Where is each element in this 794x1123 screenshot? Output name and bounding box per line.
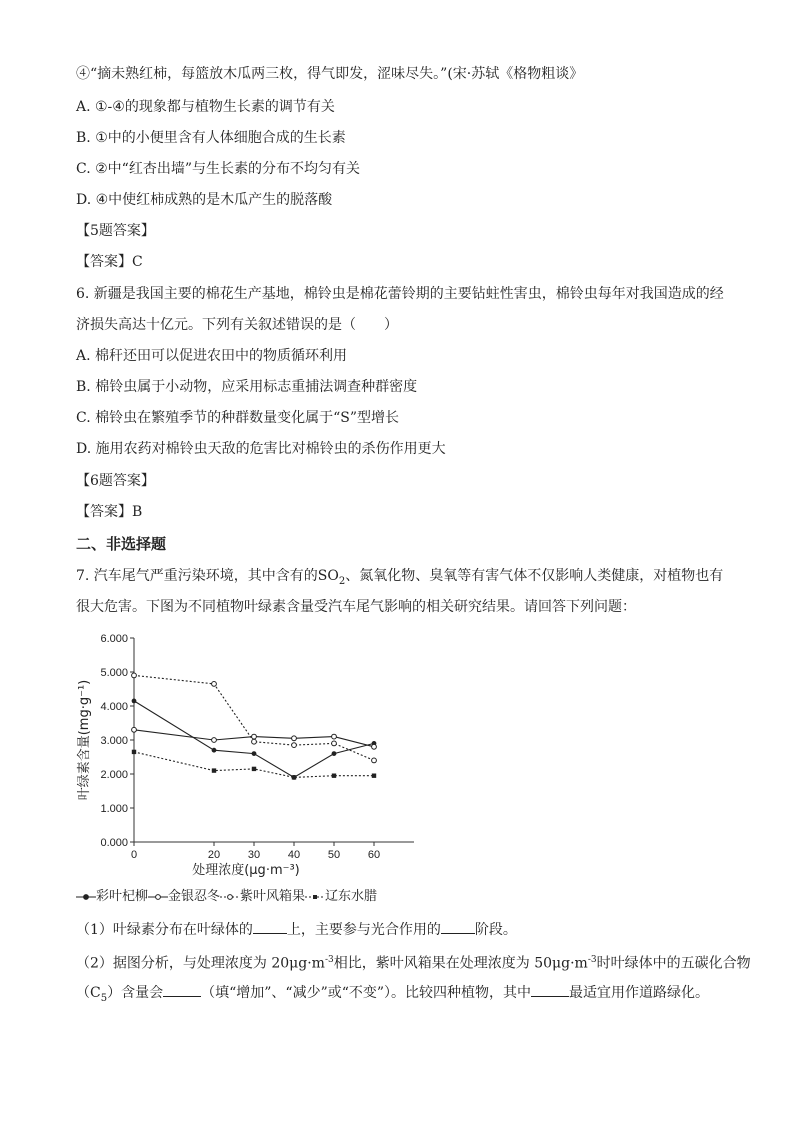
data-point <box>212 738 217 743</box>
data-point <box>292 736 297 741</box>
q7-sub3 <box>76 982 709 1009</box>
legend-item <box>148 889 220 904</box>
q6-stem-line2: 济损失高达十亿元。下列有关叙述错误的是（ ） <box>76 317 398 333</box>
q6-answer-header: 【6题答案】 <box>76 473 155 489</box>
x-tick-label: 50 <box>327 849 341 861</box>
legend-item <box>305 889 377 904</box>
data-point <box>332 751 337 756</box>
y-tick-label: 6.000 <box>100 633 128 645</box>
q7-sub1-a: （1）叶绿素分布在叶绿体的 <box>76 922 253 938</box>
y-axis-label: 叶绿素含量(mg·g⁻¹) <box>77 679 92 801</box>
data-point <box>332 774 336 778</box>
legend-label: 金银忍冬 <box>168 889 221 904</box>
data-point <box>132 699 137 704</box>
q4-stem: ④“摘未熟红柿，每篮放木瓜两三枚，得气即发，涩味尽失。”(宋·苏轼《格物粗谈》 <box>76 66 584 82</box>
x-tick-label: 60 <box>367 849 381 861</box>
q6-stem-line1: 6. 新疆是我国主要的棉花生产基地，棉铃虫是棉花蕾铃期的主要钻蛀性害虫，棉铃虫每年对我国造成的经 <box>76 286 724 302</box>
q7-sub1-b: 上，主要参与光合作用的 <box>286 922 441 938</box>
q5-option-d: D. ④中使红柿成熟的是木瓜产生的脱落酸 <box>76 192 333 208</box>
q7-sub2-b: 相比，紫叶风箱果在处理浓度为 50μg·m <box>333 955 588 972</box>
q7-stem-line1-a: 7. 汽车尾气严重污染环境，其中含有的SO <box>76 568 339 584</box>
data-point <box>332 734 337 739</box>
data-point <box>212 748 217 753</box>
answer-blank[interactable] <box>253 919 287 934</box>
data-point <box>252 739 257 744</box>
answer-blank[interactable] <box>441 919 475 934</box>
data-point <box>212 682 217 687</box>
data-point <box>132 750 136 754</box>
data-point <box>292 743 297 748</box>
q7-sub3-d: 最适宜用作道路绿化。 <box>569 985 710 1001</box>
legend-swatch <box>305 892 325 902</box>
y-tick-label: 3.000 <box>100 735 128 747</box>
q6-option-b: B. 棉铃虫属于小动物，应采用标志重捕法调查种群密度 <box>76 379 418 395</box>
legend-label: 彩叶杞柳 <box>96 889 149 904</box>
data-point <box>252 734 257 739</box>
q7-stem-line1 <box>76 566 723 592</box>
y-tick-label: 0.000 <box>100 837 128 849</box>
data-point <box>332 741 337 746</box>
data-point <box>132 673 137 678</box>
q5-option-a: A. ①-④的现象都与植物生长素的调节有关 <box>76 99 335 115</box>
x-tick-label: 20 <box>207 849 221 861</box>
q7-sub2-sup2: -3 <box>587 955 597 965</box>
q6-answer: 【答案】B <box>76 504 143 520</box>
legend-item <box>76 889 148 904</box>
q7-stem-line1-sub: 2 <box>338 575 346 587</box>
q7-sub1 <box>76 919 517 940</box>
x-tick-label: 40 <box>287 849 301 861</box>
q6-option-c: C. 棉铃虫在繁殖季节的种群数量变化属于“S”型增长 <box>76 410 400 426</box>
q5-option-b: B. ①中的小便里含有人体细胞合成的生长素 <box>76 130 346 146</box>
y-tick-label: 5.000 <box>100 667 128 679</box>
q5-option-c: C. ②中“红杏出墙”与生长素的分布不均匀有关 <box>76 161 360 177</box>
legend-label: 紫叶风箱果 <box>240 889 306 904</box>
chart-legend <box>76 885 377 904</box>
y-tick-label: 1.000 <box>100 803 128 815</box>
chlorophyll-chart <box>76 628 436 878</box>
q7-sub2 <box>76 950 751 974</box>
q7-sub2-c: 时叶绿体中的五碳化合物 <box>596 955 751 972</box>
answer-blank[interactable] <box>163 982 201 997</box>
section-title: 二、非选择题 <box>76 535 167 553</box>
legend-swatch <box>148 892 168 902</box>
data-point <box>252 751 257 756</box>
data-point <box>252 767 256 771</box>
q6-option-d: D. 施用农药对棉铃虫天敌的危害比对棉铃虫的杀伤作用更大 <box>76 441 446 457</box>
data-point <box>132 727 137 732</box>
q7-stem-line1-b: 、氮氧化物、臭氧等有害气体不仅影响人类健康，对植物也有 <box>345 568 724 584</box>
q7-sub3-c: （填“增加”、“减少”或“不变”）。比较四种植物，其中 <box>201 985 532 1001</box>
y-tick-label: 2.000 <box>100 769 128 781</box>
data-point <box>372 744 377 749</box>
data-point <box>372 758 377 763</box>
q7-sub3-a: （C <box>76 985 101 1001</box>
data-point <box>372 774 376 778</box>
q7-sub2-a: （2）据图分析，与处理浓度为 20μg·m <box>76 955 325 972</box>
y-tick-label: 4.000 <box>100 701 128 713</box>
q7-stem-line2: 很大危害。下图为不同植物叶绿素含量受汽车尾气影响的相关研究结果。请回答下列问题： <box>76 599 636 615</box>
q7-sub1-c: 阶段。 <box>474 922 517 938</box>
q5-answer: 【答案】C <box>76 254 143 270</box>
legend-swatch <box>220 892 240 902</box>
q5-answer-header: 【5题答案】 <box>76 223 155 239</box>
q6-option-a: A. 棉秆还田可以促进农田中的物质循环利用 <box>76 348 348 364</box>
series-line <box>134 675 374 760</box>
q7-sub3-sub: 5 <box>100 992 108 1004</box>
x-tick-label: 0 <box>130 849 138 861</box>
x-axis-label: 处理浓度(μg·m⁻³) <box>192 863 300 878</box>
q7-sub3-b: ）含量会 <box>107 985 164 1001</box>
x-tick-label: 30 <box>247 849 261 861</box>
legend-swatch <box>76 892 96 902</box>
answer-blank[interactable] <box>531 982 569 997</box>
data-point <box>292 775 296 779</box>
q7-sub2-sup1: -3 <box>324 955 334 965</box>
data-point <box>212 768 216 772</box>
legend-item <box>220 889 305 904</box>
legend-label: 辽东水腊 <box>325 889 378 904</box>
